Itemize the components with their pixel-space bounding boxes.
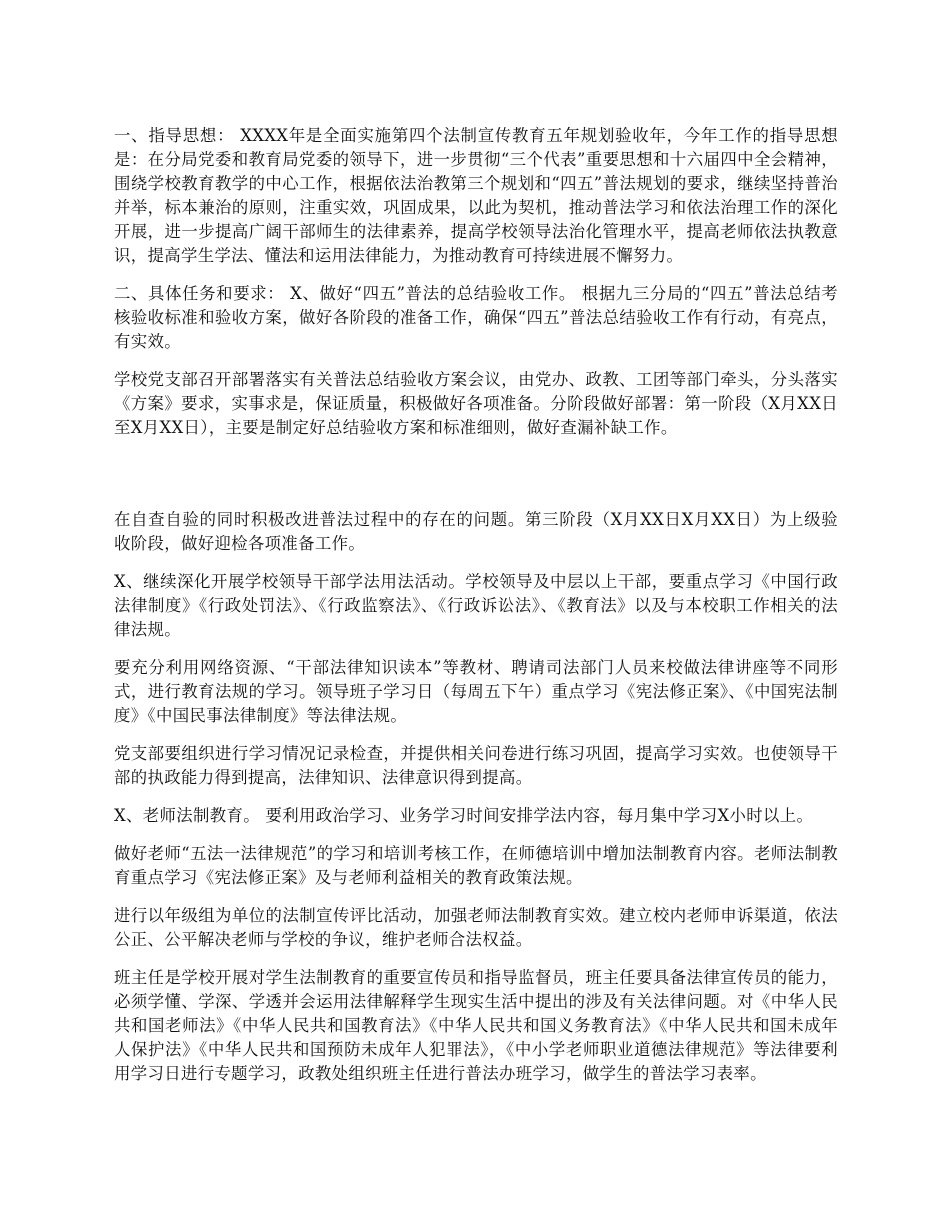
paragraph-specific-tasks: 二、具体任务和要求： X、做好“四五”普法的总结验收工作。 根据九三分局的“四五”普法总结考核验收标准和验收方案，做好各阶段的准备工作，确保“四五”普法总结验收工作有行动，有亮点，有实效。 <box>114 284 838 351</box>
paragraph-network-resources: 要充分利用网络资源、“干部法律知识读本”等教材、聘请司法部门人员来校做法律讲座等不同形式，进行教育法规的学习。领导班子学习日（每周五下午）重点学习《宪法修正案》、《中国宪法制度》《中国民事法律制度》等法律法规。 <box>114 658 838 725</box>
paragraph-party-branch-meeting: 学校党支部召开部署落实有关普法总结验收方案会议，由党办、政教、工团等部门牵头，分头落实《方案》要求，实事求是，保证质量，积极做好各项准备。分阶段做好部署：第一阶段（X月XX日至X月XX日），主要是制定好总结验收方案和标准细则，做好查漏补缺工作。 <box>114 370 838 437</box>
paragraph-guiding-ideology: 一、指导思想： XXXX年是全面实施第四个法制宣传教育五年规划验收年，今年工作的指导思想是：在分局党委和教育局党委的领导下，进一步贯彻“三个代表”重要思想和十六届四中全会精神，围绕学校教育教学的中心工作，根据依法治教第三个规划和“四五”普法规划的要求，继续坚持普治并举，标本兼治的原则，注重实效，巩固成果，以此为契机，推动普法学习和依法治理工作的深化开展，进一步提高广阔干部师生的法律素养，提高学校领导法治化管理水平，提高老师依法执教意识，提高学生学法、懂法和运用法律能力，为推动教育可持续进展不懈努力。 <box>114 126 838 265</box>
paragraph-leader-study: X、继续深化开展学校领导干部学法用法活动。学校领导及中层以上干部，要重点学习《中国行政法律制度》《行政处罚法》、《行政监察法》、《行政诉讼法》、《教育法》以及与本校职工作相关的法律法规。 <box>114 572 838 639</box>
paragraph-study-records: 党支部要组织进行学习情况记录检查，并提供相关问卷进行练习巩固，提高学习实效。也使领导干部的执政能力得到提高，法律知识、法律意识得到提高。 <box>114 744 838 787</box>
paragraph-grade-evaluation: 进行以年级组为单位的法制宣传评比活动，加强老师法制教育实效。建立校内老师申诉渠道，依法公正、公平解决老师与学校的争议，维护老师合法权益。 <box>114 906 838 949</box>
paragraph-five-laws: 做好老师“五法一法律规范”的学习和培训考核工作，在师德培训中增加法制教育内容。老师法制教育重点学习《宪法修正案》及与老师利益相关的教育政策法规。 <box>114 844 838 887</box>
text-block-bottom <box>114 508 838 1100</box>
paragraph-head-teachers: 班主任是学校开展对学生法制教育的重要宣传员和指导监督员，班主任要具备法律宣传员的能力，必须学懂、学深、学透并会运用法律解释学生现实生活中提出的涉及有关法律问题。对《中华人民共和国老师法》《中华人民共和国教育法》《中华人民共和国义务教育法》《中华人民共和国未成年人保护法》《中华人民共和国预防未成年人犯罪法》，《中小学老师职业道德法律规范》等法律要利用学习日进行专题学习，政教处组织班主任进行普法办班学习，做学生的普法学习表率。 <box>114 968 838 1083</box>
paragraph-self-inspection: 在自查自验的同时积极改进普法过程中的存在的问题。第三阶段（X月XX日X月XX日）为上级验收阶段，做好迎检各项准备工作。 <box>114 510 838 553</box>
paragraph-teacher-legal-education: X、老师法制教育。 要利用政治学习、业务学习时间安排学法内容，每月集中学习X小时以上。 <box>114 806 814 825</box>
text-block-top <box>114 124 838 454</box>
